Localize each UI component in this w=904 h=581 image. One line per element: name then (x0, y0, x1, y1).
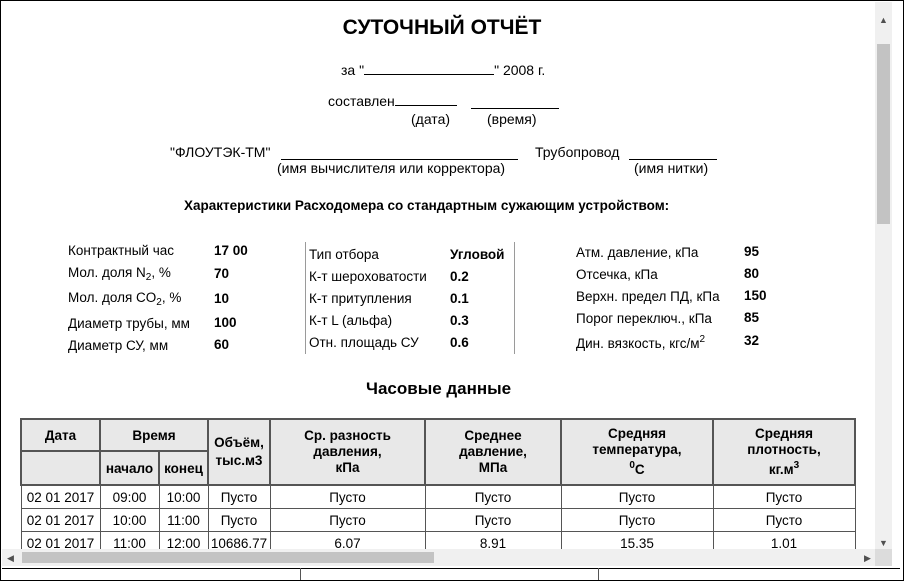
param-label-text: Дин. вязкость, кгс/м (576, 336, 700, 351)
param-label (68, 265, 171, 283)
hourly-title: Часовые данные (366, 379, 512, 398)
section-title: Характеристики Расходомера со стандартным сужающим устройством: (184, 198, 670, 213)
scroll-down-icon[interactable]: ▼ (879, 538, 888, 548)
param-label-sub: 2 (145, 272, 152, 283)
param-value: 10 (214, 291, 230, 306)
column-divider (305, 242, 306, 354)
cell-temperature: Пусто (561, 509, 713, 532)
param-label: К-т L (альфа) (309, 313, 393, 328)
cell-date: 02 01 2017 (21, 485, 100, 509)
cell-pressure: 8.91 (425, 532, 561, 550)
param-value: 85 (744, 310, 760, 325)
param-value: 80 (744, 266, 760, 281)
header-text: кг.м (768, 462, 794, 477)
time-hint: (время) (487, 111, 537, 127)
scroll-left-icon[interactable]: ◀ (7, 553, 14, 563)
bottom-panel (2, 568, 900, 580)
compiled-date-blank[interactable] (395, 93, 457, 106)
param-value: 150 (744, 288, 767, 303)
param-label: Тип отбора (309, 247, 379, 262)
header-text: Ср. разность (304, 428, 391, 443)
header-dp (270, 419, 425, 485)
table-row (21, 532, 855, 550)
header-text: тыс.м3 (215, 453, 263, 468)
param-value: 70 (214, 266, 230, 281)
pipeline-name-blank[interactable] (629, 144, 717, 160)
cell-pressure: Пусто (425, 485, 561, 509)
cell-temperature: Пусто (561, 485, 713, 509)
param-label: К-т шероховатости (309, 269, 427, 284)
param-label-text: Мол. доля CO (68, 290, 157, 305)
pipeline-label: Трубопровод (535, 144, 620, 160)
table-row (21, 485, 855, 509)
cell-pressure: Пусто (425, 509, 561, 532)
cell-volume: Пусто (208, 485, 270, 509)
cell-start: 10:00 (100, 509, 159, 532)
period-prefix: за " (341, 62, 365, 78)
param-value: 17 00 (214, 243, 248, 258)
header-end: конец (159, 451, 208, 485)
cell-volume: 10686.77 (208, 532, 270, 550)
date-hint: (дата) (411, 111, 451, 127)
param-value: 0.6 (450, 335, 469, 350)
cell-start: 11:00 (100, 532, 159, 550)
header-text: Средняя (608, 426, 666, 441)
header-date: Дата (21, 419, 100, 451)
param-label-text: , % (161, 290, 182, 305)
header-text: температура, (592, 442, 682, 457)
vertical-scroll-thumb[interactable] (877, 44, 890, 224)
scroll-up-icon[interactable]: ▲ (879, 15, 888, 25)
pipeline-hint: (имя нитки) (634, 160, 709, 176)
compiled-time-blank[interactable] (471, 93, 559, 109)
header-temperature (561, 419, 713, 485)
header-date-blank (21, 451, 100, 485)
param-label-text: , % (151, 265, 171, 280)
device-label: "ФЛОУТЭК-ТМ" (170, 144, 271, 160)
param-value: 0.2 (450, 269, 469, 284)
header-density (713, 419, 855, 485)
param-value: 32 (744, 333, 760, 348)
param-label-text: Мол. доля N (68, 265, 146, 280)
param-value: 100 (214, 315, 237, 330)
compiled-line (328, 93, 457, 109)
header-text: МПа (478, 460, 508, 475)
param-label: Отн. площадь СУ (309, 335, 419, 350)
cell-dp: Пусто (270, 509, 425, 532)
cell-density: Пусто (713, 509, 855, 532)
header-text: Среднее (464, 428, 522, 443)
param-value: 60 (214, 337, 230, 352)
cell-end: 12:00 (159, 532, 208, 550)
param-label: Диаметр трубы, мм (68, 316, 190, 331)
bottom-divider (598, 568, 599, 580)
param-label (68, 290, 181, 308)
param-label: Атм. давление, кПа (576, 245, 699, 260)
hourly-table (20, 418, 856, 549)
header-pressure (425, 419, 561, 485)
horizontal-scroll-thumb[interactable] (22, 552, 434, 563)
report-viewport (2, 2, 875, 549)
param-value: 0.1 (450, 291, 469, 306)
cell-end: 10:00 (159, 485, 208, 509)
header-text: давления, (313, 444, 382, 459)
cell-date: 02 01 2017 (21, 532, 100, 550)
cell-density: 1.01 (713, 532, 855, 550)
param-label-sup: 2 (699, 334, 706, 345)
report-period-line (341, 62, 545, 78)
bottom-divider (300, 568, 301, 580)
param-label: Контрактный час (68, 243, 175, 258)
header-text: C (634, 462, 645, 477)
header-text: давление, (459, 444, 527, 459)
param-value: Угловой (450, 247, 505, 262)
period-date-blank[interactable] (364, 62, 494, 75)
header-text: плотность, (747, 442, 821, 457)
param-value: 95 (744, 244, 760, 259)
header-text: Средняя (755, 426, 813, 441)
header-sup: 3 (793, 460, 800, 471)
scroll-right-icon[interactable]: ▶ (864, 553, 871, 563)
cell-temperature: 15.35 (561, 532, 713, 550)
cell-dp: 6.07 (270, 532, 425, 550)
device-name-blank[interactable] (281, 144, 518, 160)
cell-dp: Пусто (270, 485, 425, 509)
header-text: Объём, (214, 435, 264, 450)
cell-end: 11:00 (159, 509, 208, 532)
compiled-label: составлен (328, 93, 395, 109)
scrollbar-corner (875, 549, 892, 566)
cell-density: Пусто (713, 485, 855, 509)
cell-volume: Пусто (208, 509, 270, 532)
param-label: К-т притупления (309, 291, 412, 306)
param-label: Верхн. предел ПД, кПа (576, 289, 720, 304)
period-year: " 2008 г. (494, 62, 546, 78)
param-label: Порог переключ., кПа (576, 311, 712, 326)
cell-start: 09:00 (100, 485, 159, 509)
param-label (576, 334, 705, 351)
param-value: 0.3 (450, 313, 469, 328)
param-label: Отсечка, кПа (576, 267, 658, 282)
header-time: Время (100, 419, 208, 451)
table-row (21, 509, 855, 532)
device-hint: (имя вычислителя или корректора) (277, 160, 506, 176)
header-sup: 0 (629, 460, 635, 471)
header-start: начало (100, 451, 159, 485)
param-label-sub: 2 (156, 297, 162, 308)
column-divider (514, 242, 515, 354)
header-text: кПа (335, 460, 360, 475)
param-label: Диаметр СУ, мм (68, 338, 169, 353)
header-volume (208, 419, 270, 485)
cell-date: 02 01 2017 (21, 509, 100, 532)
report-title: СУТОЧНЫЙ ОТЧЁТ (342, 16, 542, 39)
